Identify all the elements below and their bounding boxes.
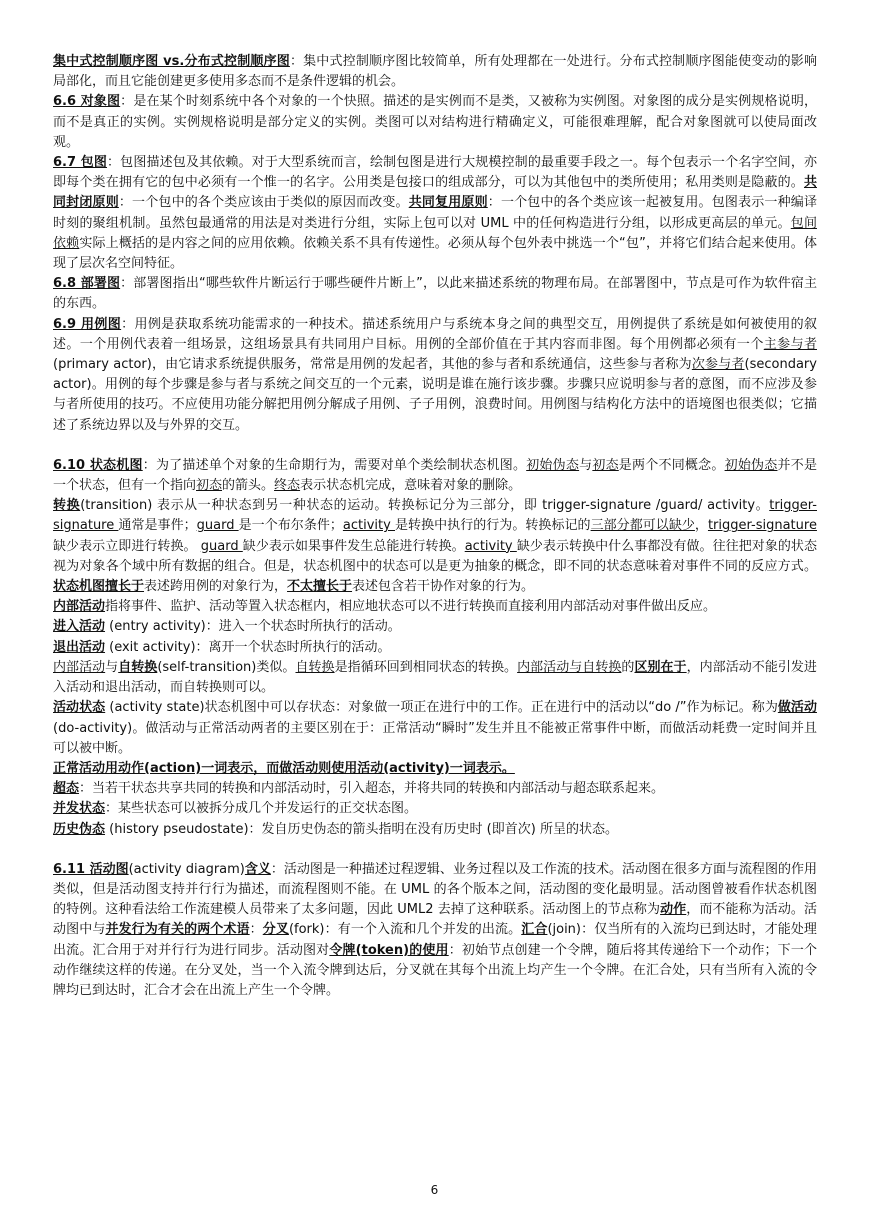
text-run: ：当若干状态共享共同的转换和内部活动时，引入超态，并将共同的转换和内部活动与超态联系起来。 bbox=[79, 781, 665, 797]
paragraph bbox=[53, 153, 817, 274]
text-run: 缺少表示如果事件发生总能进行转换。 bbox=[242, 538, 465, 554]
text-run: ， bbox=[694, 518, 708, 534]
emphasized-term: 初态 bbox=[196, 478, 223, 494]
emphasized-term: 次参与者 bbox=[691, 357, 745, 373]
paragraph bbox=[53, 779, 817, 799]
text-run: ，而不能称为活动。活动图中与 bbox=[53, 902, 817, 938]
text-run: (transition) 表示从一种状态到另一种状态的运动。转换标记分为三部分，即 trigger-signature /guard/ activity。 bbox=[80, 498, 770, 514]
text-run: (history pseudostate)：发自历史伪态的箭头指明在没有历史时 (即首次) 所呈的状态。 bbox=[105, 821, 618, 837]
emphasized-term: 自转换 bbox=[295, 659, 335, 675]
emphasized-term: 包间依赖 bbox=[53, 215, 817, 251]
emphasized-term: 内部活动与自转换 bbox=[517, 659, 622, 675]
emphasized-term: guard bbox=[196, 518, 239, 534]
paragraph bbox=[53, 658, 817, 698]
text-run: 是一个布尔条件； bbox=[238, 518, 343, 534]
paragraph bbox=[53, 597, 817, 617]
emphasized-term: guard bbox=[200, 538, 243, 554]
paragraph-spacer bbox=[53, 840, 817, 860]
text-run: (activity diagram) bbox=[128, 861, 245, 877]
text-run: ：包图描述包及其依赖。对于大型系统而言，绘制包图是进行大规模控制的最重要手段之一。每个包表示一个名字空间，亦即每个类在拥有它的包中必须有一个惟一的名字。公用类是包接口的组成部分，可以为其他包中的类所使用；私用类则是隐蔽的。 bbox=[53, 155, 817, 191]
text-run: ，内部活动不能引发进入活动和退出活动，而自转换则可以。 bbox=[53, 659, 817, 696]
emphasized-term: 集中式控制顺序图 vs.分布式控制顺序图 bbox=[53, 54, 290, 69]
emphasized-term: 动作 bbox=[660, 902, 687, 918]
emphasized-term: 6.10 状态机图 bbox=[53, 457, 143, 473]
emphasized-term: activity bbox=[464, 538, 517, 554]
text-run: 指将事件、监护、活动等置入状态框内，相应地状态可以不进行转换而直接利用内部活动对事件做出反应。 bbox=[105, 599, 717, 615]
emphasized-term: 主参与者 bbox=[763, 336, 817, 352]
emphasized-term: 不太擅长于 bbox=[287, 579, 353, 595]
emphasized-term: 做活动 bbox=[777, 700, 817, 716]
text-run: ：部署图指出“哪些软件片断运行于哪些硬件片断上”，以此来描述系统的物理布局。在部署图中，节点是可作为软件宿主的东西。 bbox=[53, 276, 817, 312]
emphasized-term: 6.9 用例图 bbox=[53, 316, 122, 332]
emphasized-term: 活动状态 bbox=[53, 700, 106, 716]
emphasized-term: 区别在于 bbox=[634, 659, 687, 675]
document-body bbox=[53, 52, 817, 1001]
paragraph bbox=[53, 456, 817, 496]
emphasized-term: 并发状态 bbox=[53, 801, 106, 817]
emphasized-term: 初始伪态 bbox=[526, 457, 580, 473]
emphasized-term: 6.6 对象图 bbox=[53, 94, 121, 110]
text-run: (exit activity)：离开一个状态时所执行的活动。 bbox=[105, 639, 391, 655]
page-number: 6 bbox=[430, 1183, 439, 1197]
emphasized-term: 汇合 bbox=[521, 922, 548, 938]
text-run: 的 bbox=[621, 659, 635, 675]
text-run: (join)：仅当所有的入流均已到达时，才能处理出流。汇合用于对并行行为进行同步。活动图对 bbox=[53, 922, 817, 958]
text-run: ：活动图是一种描述过程逻辑、业务过程以及工作流的技术。活动图在很多方面与流程图的作用类似，但是活动图支持并行行为描述，而流程图则不能。在 UML 的各个版本之间，活动图的变化最明显。活动图曾被看作状态机图的特例。这种看法给工作流建模人员带来了太多问题，因此 UML2 去掉了这种联系。活动图上的节点称为 bbox=[53, 861, 817, 918]
text-run: 是指循环回到相同状态的转换。 bbox=[334, 659, 518, 675]
emphasized-term: 令牌(token)的使用 bbox=[329, 942, 449, 958]
emphasized-term: 三部分都可以缺少 bbox=[590, 518, 695, 534]
text-run: 与 bbox=[105, 659, 119, 675]
text-run: 表示状态机完成，意味着对象的删除。 bbox=[300, 478, 522, 494]
text-run: (fork)：有一个入流和几个并发的出流。 bbox=[288, 922, 522, 938]
text-run: ：一个包中的各个类应该由于类似的原因而改变。 bbox=[118, 195, 409, 211]
text-run: 通常是事件； bbox=[118, 518, 197, 534]
text-run: (entry activity)：进入一个状态时所执行的活动。 bbox=[105, 619, 401, 635]
paragraph bbox=[53, 315, 817, 436]
emphasized-term: 自转换 bbox=[118, 659, 158, 675]
paragraph bbox=[53, 799, 817, 819]
text-run: ：集中式控制顺序图比较简单，所有处理都在一处进行。分布式控制顺序图能使变动的影响局部化，而且它能创建更多使用多态而不是条件逻辑的机会。 bbox=[53, 54, 817, 90]
text-run: ：是在某个时刻系统中各个对象的一个快照。描述的是实例而不是类，又被称为实例图。对象图的成分是实例规格说明，而不是真正的实例。实例规格说明是部分定义的实例。类图可以对结构进行精确定义，可能很难理解，配合对象图就可以使局面改观。 bbox=[53, 94, 817, 150]
text-run: 缺少表示转换中什么事都没有做。往往把对象的状态视为对象各个域中所有数据的组合。但是，状态机图中的状态可以是更为抽象的概念，即不同的状态意味着对事件不同的反应方式。 bbox=[53, 538, 817, 574]
emphasized-term: 进入活动 bbox=[53, 619, 106, 635]
emphasized-term: 退出活动 bbox=[53, 639, 106, 655]
emphasized-term: activity bbox=[342, 518, 395, 534]
emphasized-term: 并发行为有关的两个术语 bbox=[105, 922, 250, 938]
paragraph bbox=[53, 52, 817, 92]
emphasized-term: 初态 bbox=[592, 457, 619, 473]
paragraph bbox=[53, 820, 817, 840]
text-run: 的箭头。 bbox=[222, 478, 275, 494]
paragraph bbox=[53, 860, 817, 1001]
text-run: (activity state)状态机图中可以存状态：对象做一项正在进行中的工作。正在进行中的活动以“do /”作为标记。称为 bbox=[105, 700, 778, 716]
emphasized-term: 共同封闭原则 bbox=[53, 175, 817, 211]
emphasized-term: 历史伪态 bbox=[53, 821, 106, 837]
text-run: 并不是一个状态，但有一个指向 bbox=[53, 457, 817, 494]
text-run: 与 bbox=[579, 457, 593, 473]
text-run: 是转换中执行的行为。转换标记的 bbox=[395, 518, 591, 534]
emphasized-term: 转换 bbox=[53, 498, 81, 514]
emphasized-term: 内部活动 bbox=[53, 659, 106, 675]
emphasized-term: 初始伪态 bbox=[724, 457, 778, 473]
emphasized-term: 超态 bbox=[53, 781, 80, 797]
paragraph bbox=[53, 759, 817, 779]
emphasized-term: 6.7 包图 bbox=[53, 155, 108, 171]
text-run: 表述包含若干协作对象的行为。 bbox=[352, 579, 535, 595]
text-run: 是两个不同概念。 bbox=[618, 457, 725, 473]
paragraph bbox=[53, 617, 817, 637]
emphasized-term: 6.11 活动图 bbox=[53, 861, 129, 877]
text-run: (secondary actor)。用例的每个步骤是参与者与系统之间交互的一个元素，说明是谁在施行该步骤。步骤只应说明参与者的意图，而不应涉及参与者所使用的技巧。不应使用功能分解把用例分解成子用例、子子用例，浪费时间。用例图与结构化方法中的语境图也很类似；它描述了系统边界以及与外界的交互。 bbox=[53, 357, 817, 433]
emphasized-term: 内部活动 bbox=[53, 599, 106, 615]
emphasized-term: 分叉 bbox=[262, 922, 289, 938]
paragraph bbox=[53, 638, 817, 658]
text-run: ：某些状态可以被拆分成几个并发运行的正交状态图。 bbox=[105, 801, 418, 817]
paragraph-spacer bbox=[53, 436, 817, 456]
emphasized-term: 正常活动用动作(action)一词表示，而做活动则使用活动(activity)一词表示。 bbox=[53, 760, 515, 776]
text-run: ：初始节点创建一个令牌，随后将其传递给下一个动作；下一个动作继续这样的传递。在分叉处，当一个入流令牌到达后，分叉就在其每个出流上均产生一个令牌。在汇合处，只有当所有入流的令牌均已到达时，汇合才会在出流上产生一个令牌。 bbox=[53, 942, 817, 998]
paragraph bbox=[53, 496, 817, 597]
text-run: (self-transition)类似。 bbox=[157, 659, 296, 675]
paragraph bbox=[53, 92, 817, 153]
text-run: 表述跨用例的对象行为， bbox=[144, 579, 288, 595]
text-run: ：用例是获取系统功能需求的一种技术。描述系统用户与系统本身之间的典型交互，用例提供了系统是如何被使用的叙述。一个用例代表着一组场景，这组场景具有共同用户目标。用例的全部价值在于其内容而非图。每个用例都必须有一个 bbox=[53, 316, 817, 352]
emphasized-term: 6.8 部署图 bbox=[53, 276, 121, 292]
emphasized-term: 含义 bbox=[244, 861, 271, 877]
emphasized-term: 状态机图擅长于 bbox=[53, 579, 145, 595]
text-run: (do-activity)。做活动与正常活动两者的主要区别在于：正常活动“瞬时”发生并且不能被正常事件中断，而做活动耗费一定时间并且可以被中断。 bbox=[53, 720, 817, 756]
paragraph bbox=[53, 274, 817, 314]
text-run: ：一个包中的各个类应该一起被复用。包图表示一种编译时刻的聚组机制。虽然包最通常的用法是对类进行分组，实际上包可以对 UML 中的任何构造进行分组，以形成更高层的单元。 bbox=[53, 195, 817, 231]
text-run: ：为了描述单个对象的生命期行为，需要对单个类绘制状态机图。 bbox=[142, 457, 527, 473]
emphasized-term: trigger-signature bbox=[53, 498, 817, 534]
emphasized-term: 共同复用原则 bbox=[408, 195, 488, 211]
paragraph bbox=[53, 698, 817, 759]
text-run: 实际上概括的是内容之间的应用依赖。依赖关系不具有传递性。必须从每个包外表中挑选一个“包”，并将它们结合起来使用。体现了层次名空间特征。 bbox=[53, 235, 817, 272]
text-run: ： bbox=[249, 922, 263, 938]
emphasized-term: 终态 bbox=[274, 478, 301, 494]
text-run: (primary actor)，由它请求系统提供服务，常常是用例的发起者，其他的参与者和系统通信，这些参与者称为 bbox=[53, 357, 692, 373]
text-run: 缺少表示立即进行转换。 bbox=[53, 538, 201, 554]
emphasized-term: trigger-signature bbox=[707, 518, 817, 534]
